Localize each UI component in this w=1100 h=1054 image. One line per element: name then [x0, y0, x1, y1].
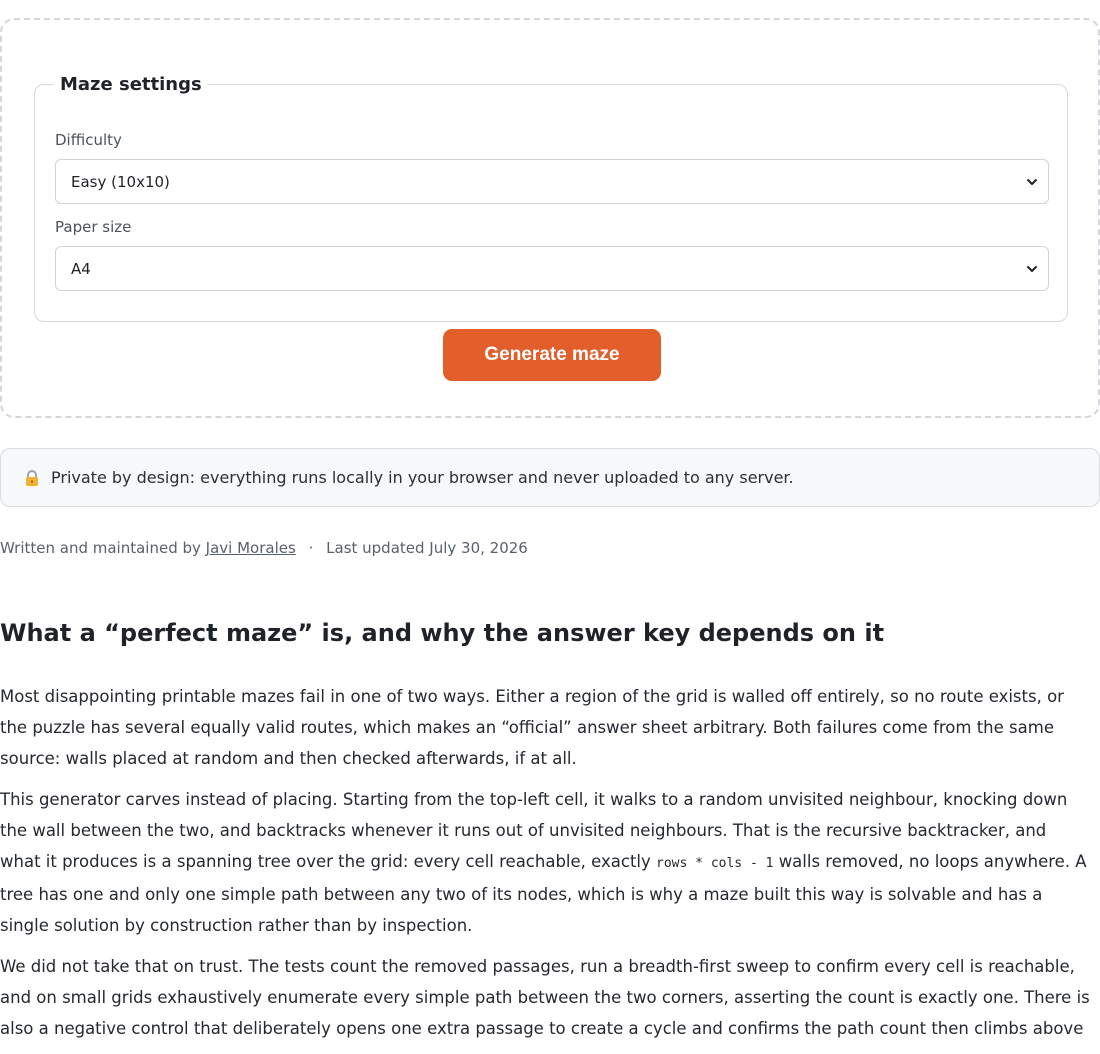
inline-code-walls-removed: rows * cols - 1: [656, 856, 774, 871]
lock-icon: [23, 469, 41, 487]
difficulty-label: Difficulty: [55, 131, 122, 149]
byline: [0, 539, 528, 557]
article-paragraph-3: We did not take that on trust. The tests count the removed passages, run a breadth-first sweep to confirm every cell is reachable, and on small grids exhaustively enumerate every simple path between the two corners, asserting the count is exactly one. There is also a negative control that deliberately opens one extra passage to create a cycle and confirms the path count then climbs above: [0, 957, 1090, 1038]
maze-tool-card: [0, 18, 1100, 418]
privacy-text: Private by design: everything runs locally in your browser and never uploaded to any server.: [51, 468, 794, 487]
difficulty-selected-value: Easy (10x10): [71, 172, 170, 191]
paper-size-select[interactable]: [55, 246, 1049, 291]
privacy-notice: [0, 448, 1100, 507]
article-heading: What a “perfect maze” is, and why the answer key depends on it: [0, 619, 885, 647]
author-link[interactable]: Javi Morales: [205, 539, 296, 557]
paragraph-2-text-after: walls removed, no loops anywhere. A tree has one and only one simple path between any two of its nodes, which is why a maze built this way is solvable and has a single solution by construction rather than by inspection.: [0, 852, 1087, 935]
maze-settings-legend: Maze settings: [60, 74, 202, 95]
generate-maze-button[interactable]: Generate maze: [443, 329, 661, 381]
last-updated: Last updated July 30, 2026: [326, 539, 528, 557]
paper-size-label: Paper size: [55, 218, 132, 236]
byline-separator: ·: [308, 539, 314, 557]
chevron-down-icon: [1026, 263, 1038, 275]
chevron-down-icon: [1026, 176, 1038, 188]
difficulty-select[interactable]: [55, 159, 1049, 204]
article-paragraph-1: Most disappointing printable mazes fail in one of two ways. Either a region of the grid is walled off entirely, so no route exists, or the puzzle has several equally valid routes, which makes an “official” answer sheet arbitrary. Both failures come from the same source: walls placed at random and then checked afterwards, if at all.: [0, 687, 1064, 768]
article-paragraph-2: [0, 784, 1092, 941]
byline-prefix: Written and maintained by: [0, 539, 201, 557]
maze-settings-group: [34, 74, 1068, 322]
paragraph-2-text-before: This generator carves instead of placing. Starting from the top-left cell, it walks to a random unvisited neighbour, knocking down the wall between the two, and backtracks whenever it runs out of unvisited neighbours. That is the recursive backtracker, and what it produces is a spanning tree over the grid: every cell reachable, exactly: [0, 790, 1068, 871]
paper-size-selected-value: A4: [71, 259, 91, 278]
article-body: [0, 681, 1092, 1054]
